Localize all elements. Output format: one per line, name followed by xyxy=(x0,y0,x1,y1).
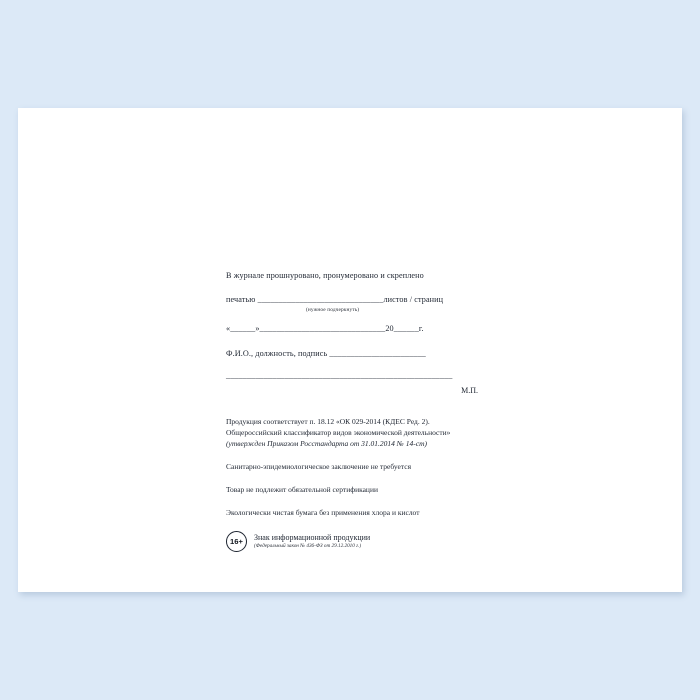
information-mark-title: Знак информационной продукции xyxy=(254,533,371,543)
information-mark-row xyxy=(226,531,526,552)
document-content xyxy=(226,270,526,552)
information-mark-text-group xyxy=(254,533,370,549)
information-mark-law: (Федеральный закон № 436-ФЗ от 29.12.2010 г.) xyxy=(254,543,362,550)
blank-line: ______________________________________________________ xyxy=(226,371,453,381)
paragraph-okved-3: (утвержден Приказом Росстандарта от 31.01.2014 № 14-ст) xyxy=(226,439,427,449)
stitched-line: В журнале прошнуровано, пронумеровано и скреплено xyxy=(226,271,424,280)
document-page xyxy=(18,108,682,592)
paragraph-okved-2: Общероссийский классификатор видов экономической деятельности» xyxy=(226,428,451,438)
paragraph-sanitary: Санитарно-эпидемиологическое заключение не требуется xyxy=(226,461,412,471)
paragraph-okved-1: Продукция соответствует п. 18.12 «ОК 029-2014 (КДЕС Ред. 2). xyxy=(226,417,430,427)
paragraph-certification: Товар не подлежит обязательной сертификации xyxy=(226,484,378,494)
seal-line: печатью ______________________________листов / страниц xyxy=(226,295,444,305)
mp-label: М.П. xyxy=(461,386,478,396)
seal-note: (нужное подчеркнуть) xyxy=(306,307,360,314)
date-line: «______»______________________________20______г. xyxy=(226,324,424,334)
fio-line: Ф.И.О., должность, подпись _______________________ xyxy=(226,349,426,359)
paragraph-eco-paper: Экологически чистая бумага без применения хлора и кислот xyxy=(226,507,420,517)
age-rating-icon: 16+ xyxy=(226,531,247,552)
